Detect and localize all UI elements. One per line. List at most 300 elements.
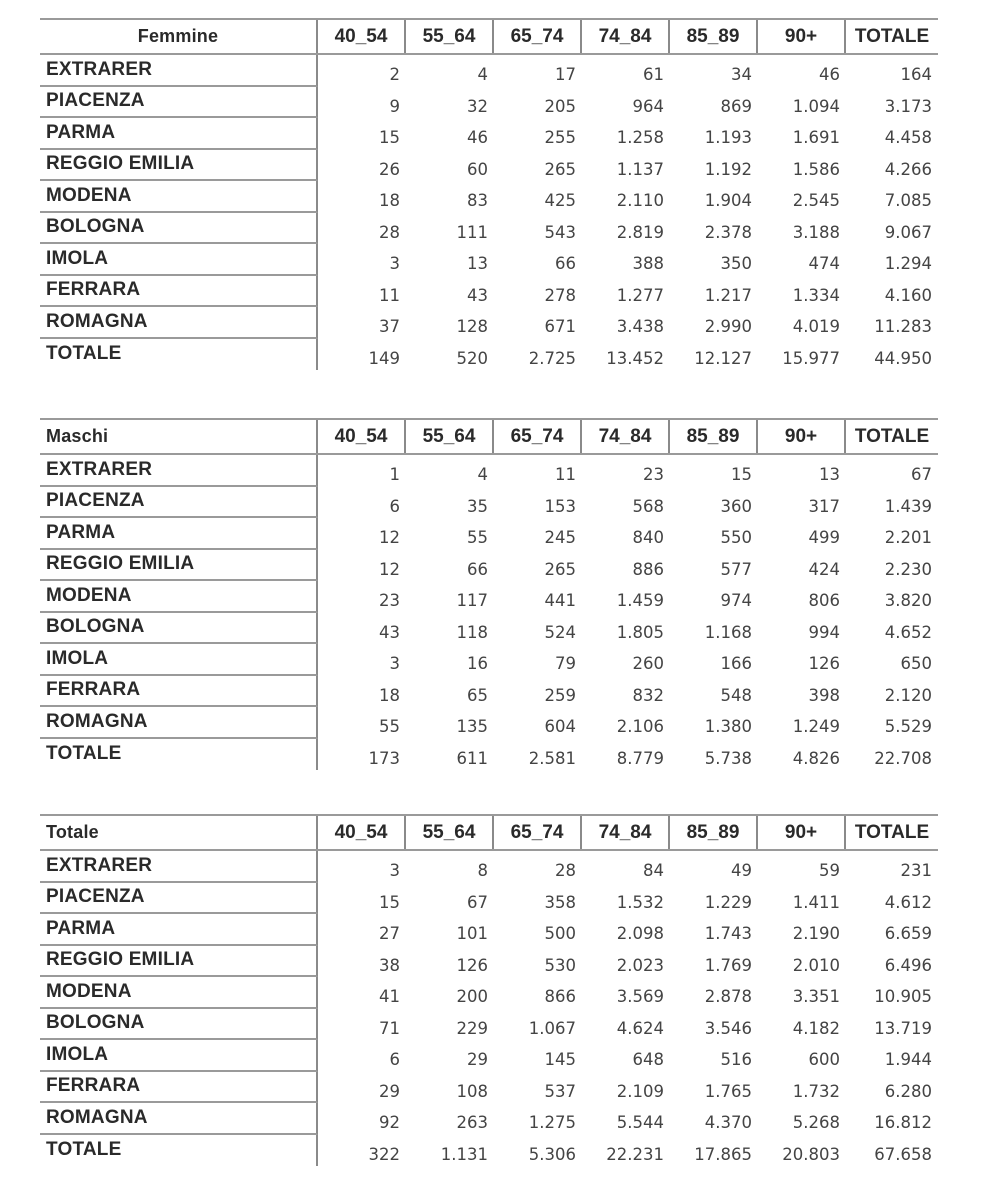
table-cell: 49 [731, 861, 752, 881]
table-cell: 4 [477, 465, 488, 485]
table-cell: 6.280 [884, 1081, 932, 1101]
table-cell: 4.370 [704, 1113, 752, 1133]
table-cell: 278 [544, 285, 576, 305]
table-cell: 1.586 [792, 159, 840, 179]
table-cell: 964 [632, 96, 664, 116]
table-cell: 28 [379, 222, 400, 242]
table-cell: 26 [379, 159, 400, 179]
table-cell: 37 [379, 317, 400, 337]
column-header: 85_89 [670, 816, 758, 849]
table-cell: 4 [477, 65, 488, 85]
column-header: 74_84 [582, 420, 670, 453]
table-cell: 43 [379, 622, 400, 642]
table-row [40, 977, 938, 1009]
column-header: TOTALE [854, 821, 930, 843]
table-cell: 886 [632, 559, 664, 579]
table-row [40, 550, 938, 582]
table-cell: 1.380 [704, 717, 752, 737]
table-cell: 398 [808, 685, 840, 705]
table-cell: 4.652 [884, 622, 932, 642]
table-cell: 2.725 [528, 348, 576, 368]
table-cell: 27 [379, 924, 400, 944]
row-label: PIACENZA [40, 487, 318, 519]
table-cell: 358 [544, 892, 576, 912]
table-cell: 2.878 [704, 987, 752, 1007]
table-cell: 153 [544, 496, 576, 516]
table-title: Maschi [40, 420, 318, 453]
table-cell: 5.268 [792, 1113, 840, 1133]
table-cell: 2.378 [704, 222, 752, 242]
table-cell: 4.266 [884, 159, 932, 179]
table-cell: 524 [544, 622, 576, 642]
table-cell: 1.732 [792, 1081, 840, 1101]
table-cell: 516 [720, 1050, 752, 1070]
table-cell: 10.905 [874, 987, 932, 1007]
column-header: TOTALE [854, 425, 930, 447]
table-cell: 499 [808, 528, 840, 548]
table-cell: 869 [720, 96, 752, 116]
table-cell: 44.950 [874, 348, 932, 368]
table-cell: 1.334 [792, 285, 840, 305]
table-cell: 13.452 [606, 348, 664, 368]
row-label: IMOLA [40, 1040, 318, 1072]
table-cell: 9.067 [884, 222, 932, 242]
table-cell: 322 [368, 1144, 400, 1164]
table-cell: 2.106 [616, 717, 664, 737]
table-row [40, 55, 938, 87]
table-cell: 43 [467, 285, 488, 305]
table-cell: 2.120 [884, 685, 932, 705]
table-cell: 2.098 [616, 924, 664, 944]
table-cell: 145 [544, 1050, 576, 1070]
table-cell: 4.612 [884, 892, 932, 912]
table-cell: 1.229 [704, 892, 752, 912]
table-row [40, 613, 938, 645]
table-row [40, 1009, 938, 1041]
table-cell: 17.865 [694, 1144, 752, 1164]
table-cell: 4.019 [792, 317, 840, 337]
table-cell: 1.532 [616, 892, 664, 912]
row-label: PARMA [40, 914, 318, 946]
table-row [40, 707, 938, 739]
table-cell: 2 [389, 65, 400, 85]
table-row [40, 946, 938, 978]
table-cell: 2.230 [884, 559, 932, 579]
table-cell: 2.190 [792, 924, 840, 944]
column-header: 40_54 [318, 816, 406, 849]
table-cell: 38 [379, 955, 400, 975]
table-cell: 9 [389, 96, 400, 116]
table-cell: 3 [389, 861, 400, 881]
table-cell: 1.294 [884, 254, 932, 274]
table-cell: 3.351 [792, 987, 840, 1007]
table-row [40, 150, 938, 182]
row-label: REGGIO EMILIA [40, 550, 318, 582]
table-cell: 92 [379, 1113, 400, 1133]
table-cell: 832 [632, 685, 664, 705]
table-cell: 13 [819, 465, 840, 485]
row-label: EXTRARER [40, 55, 318, 87]
table-cell: 263 [456, 1113, 488, 1133]
table-cell: 3 [389, 254, 400, 274]
table-cell: 1.249 [792, 717, 840, 737]
table-cell: 424 [808, 559, 840, 579]
row-label: TOTALE [40, 1135, 318, 1167]
table-cell: 1.258 [616, 128, 664, 148]
table-row [40, 244, 938, 276]
row-label: TOTALE [40, 739, 318, 771]
table-cell: 1 [389, 465, 400, 485]
table-cell: 2.581 [528, 748, 576, 768]
table-cell: 3.569 [616, 987, 664, 1007]
table-cell: 1.459 [616, 591, 664, 611]
table-cell: 520 [456, 348, 488, 368]
table-cell: 840 [632, 528, 664, 548]
table-cell: 8.779 [616, 748, 664, 768]
table-cell: 41 [379, 987, 400, 1007]
table-cell: 3.820 [884, 591, 932, 611]
table-cell: 2.819 [616, 222, 664, 242]
table-cell: 67 [467, 892, 488, 912]
table-cell: 441 [544, 591, 576, 611]
table-cell: 84 [643, 861, 664, 881]
table-row [40, 276, 938, 308]
table-cell: 3 [389, 654, 400, 674]
table-cell: 108 [456, 1081, 488, 1101]
table-row [40, 455, 938, 487]
table-cell: 1.193 [704, 128, 752, 148]
row-label: TOTALE [40, 339, 318, 371]
table-cell: 32 [467, 96, 488, 116]
table-cell: 61 [643, 65, 664, 85]
table-cell: 2.990 [704, 317, 752, 337]
table-cell: 79 [555, 654, 576, 674]
row-label: BOLOGNA [40, 213, 318, 245]
column-header: 74_84 [582, 816, 670, 849]
table-cell: 1.277 [616, 285, 664, 305]
table-cell: 66 [467, 559, 488, 579]
table-title: Femmine [40, 20, 318, 53]
table-cell: 474 [808, 254, 840, 274]
table-cell: 71 [379, 1018, 400, 1038]
table-cell: 59 [819, 861, 840, 881]
table-cell: 22.708 [874, 748, 932, 768]
table-cell: 600 [808, 1050, 840, 1070]
table-cell: 16 [467, 654, 488, 674]
table-row [40, 1040, 938, 1072]
row-label: BOLOGNA [40, 613, 318, 645]
row-label: MODENA [40, 181, 318, 213]
table-header-row [40, 418, 938, 455]
table-cell: 4.182 [792, 1018, 840, 1038]
table-cell: 4.458 [884, 128, 932, 148]
table-cell: 2.545 [792, 191, 840, 211]
table-cell: 164 [900, 65, 932, 85]
table-cell: 650 [900, 654, 932, 674]
table-cell: 1.094 [792, 96, 840, 116]
table-cell: 6.496 [884, 955, 932, 975]
column-header: 90+ [758, 816, 846, 849]
table-totale [40, 814, 938, 1166]
table-cell: 6 [389, 496, 400, 516]
table-cell: 1.743 [704, 924, 752, 944]
table-row [40, 87, 938, 119]
table-cell: 200 [456, 987, 488, 1007]
table-cell: 550 [720, 528, 752, 548]
row-label: FERRARA [40, 676, 318, 708]
row-label: IMOLA [40, 644, 318, 676]
row-label: BOLOGNA [40, 1009, 318, 1041]
table-cell: 126 [456, 955, 488, 975]
table-row [40, 1072, 938, 1104]
table-cell: 166 [720, 654, 752, 674]
table-cell: 2.023 [616, 955, 664, 975]
row-label: REGGIO EMILIA [40, 150, 318, 182]
table-row [40, 339, 938, 371]
table-cell: 12 [379, 559, 400, 579]
table-cell: 3.188 [792, 222, 840, 242]
table-row [40, 181, 938, 213]
table-femmine [40, 18, 938, 370]
table-cell: 577 [720, 559, 752, 579]
table-row [40, 518, 938, 550]
row-label: FERRARA [40, 276, 318, 308]
table-cell: 111 [456, 222, 488, 242]
table-cell: 1.411 [792, 892, 840, 912]
table-cell: 974 [720, 591, 752, 611]
table-cell: 265 [544, 559, 576, 579]
table-cell: 2.109 [616, 1081, 664, 1101]
column-header: 85_89 [670, 20, 758, 53]
table-cell: 425 [544, 191, 576, 211]
table-cell: 317 [808, 496, 840, 516]
table-cell: 229 [456, 1018, 488, 1038]
table-cell: 126 [808, 654, 840, 674]
table-cell: 5.544 [616, 1113, 664, 1133]
table-cell: 360 [720, 496, 752, 516]
table-cell: 259 [544, 685, 576, 705]
table-cell: 1.067 [528, 1018, 576, 1038]
column-header: 74_84 [582, 20, 670, 53]
table-cell: 4.160 [884, 285, 932, 305]
column-header: 55_64 [406, 816, 494, 849]
table-cell: 29 [467, 1050, 488, 1070]
table-cell: 20.803 [782, 1144, 840, 1164]
table-cell: 5.738 [704, 748, 752, 768]
table-cell: 2.201 [884, 528, 932, 548]
table-cell: 60 [467, 159, 488, 179]
table-cell: 1.275 [528, 1113, 576, 1133]
table-cell: 35 [467, 496, 488, 516]
row-label: PARMA [40, 118, 318, 150]
table-cell: 2.010 [792, 955, 840, 975]
table-row [40, 883, 938, 915]
table-header-row [40, 18, 938, 55]
column-header: 85_89 [670, 420, 758, 453]
table-cell: 543 [544, 222, 576, 242]
table-cell: 1.217 [704, 285, 752, 305]
table-cell: 15 [379, 892, 400, 912]
table-cell: 128 [456, 317, 488, 337]
table-cell: 5.529 [884, 717, 932, 737]
table-cell: 350 [720, 254, 752, 274]
table-cell: 2.110 [616, 191, 664, 211]
column-header: 40_54 [318, 420, 406, 453]
row-label: REGGIO EMILIA [40, 946, 318, 978]
column-header: 90+ [758, 420, 846, 453]
table-cell: 568 [632, 496, 664, 516]
table-cell: 604 [544, 717, 576, 737]
table-cell: 205 [544, 96, 576, 116]
table-cell: 1.769 [704, 955, 752, 975]
table-cell: 65 [467, 685, 488, 705]
table-cell: 537 [544, 1081, 576, 1101]
row-label: IMOLA [40, 244, 318, 276]
table-cell: 16.812 [874, 1113, 932, 1133]
row-label: ROMAGNA [40, 707, 318, 739]
table-cell: 1.137 [616, 159, 664, 179]
table-title: Totale [40, 816, 318, 849]
table-cell: 1.439 [884, 496, 932, 516]
table-cell: 13.719 [874, 1018, 932, 1038]
table-row [40, 851, 938, 883]
table-cell: 17 [555, 65, 576, 85]
table-cell: 12.127 [694, 348, 752, 368]
table-cell: 173 [368, 748, 400, 768]
row-label: PIACENZA [40, 883, 318, 915]
table-row [40, 307, 938, 339]
column-header: TOTALE [854, 25, 930, 47]
table-cell: 28 [555, 861, 576, 881]
table-cell: 23 [379, 591, 400, 611]
table-cell: 1.944 [884, 1050, 932, 1070]
row-label: EXTRARER [40, 851, 318, 883]
table-cell: 530 [544, 955, 576, 975]
row-label: FERRARA [40, 1072, 318, 1104]
column-header: 40_54 [318, 20, 406, 53]
table-cell: 4.624 [616, 1018, 664, 1038]
row-label: MODENA [40, 977, 318, 1009]
table-cell: 500 [544, 924, 576, 944]
table-cell: 4.826 [792, 748, 840, 768]
row-label: PIACENZA [40, 87, 318, 119]
column-header: 65_74 [494, 420, 582, 453]
table-cell: 1.691 [792, 128, 840, 148]
table-cell: 6 [389, 1050, 400, 1070]
table-cell: 255 [544, 128, 576, 148]
table-cell: 23 [643, 465, 664, 485]
table-cell: 1.805 [616, 622, 664, 642]
table-cell: 611 [456, 748, 488, 768]
table-row [40, 213, 938, 245]
table-cell: 3.546 [704, 1018, 752, 1038]
table-cell: 548 [720, 685, 752, 705]
table-cell: 994 [808, 622, 840, 642]
table-cell: 66 [555, 254, 576, 274]
table-header-row [40, 814, 938, 851]
table-cell: 265 [544, 159, 576, 179]
table-cell: 1.765 [704, 1081, 752, 1101]
table-cell: 149 [368, 348, 400, 368]
table-row [40, 676, 938, 708]
table-cell: 11 [555, 465, 576, 485]
table-cell: 806 [808, 591, 840, 611]
table-cell: 1.904 [704, 191, 752, 211]
table-cell: 1.168 [704, 622, 752, 642]
table-cell: 6.659 [884, 924, 932, 944]
column-header: 90+ [758, 20, 846, 53]
table-cell: 15.977 [782, 348, 840, 368]
table-row [40, 1103, 938, 1135]
row-label: ROMAGNA [40, 307, 318, 339]
column-header: 55_64 [406, 20, 494, 53]
table-cell: 117 [456, 591, 488, 611]
table-cell: 12 [379, 528, 400, 548]
table-cell: 83 [467, 191, 488, 211]
row-label: MODENA [40, 581, 318, 613]
table-cell: 67.658 [874, 1144, 932, 1164]
table-cell: 231 [900, 861, 932, 881]
table-cell: 388 [632, 254, 664, 274]
table-row [40, 644, 938, 676]
table-cell: 1.192 [704, 159, 752, 179]
table-cell: 67 [911, 465, 932, 485]
table-cell: 11 [379, 285, 400, 305]
table-row [40, 914, 938, 946]
table-cell: 1.131 [440, 1144, 488, 1164]
row-label: PARMA [40, 518, 318, 550]
table-row [40, 739, 938, 771]
table-cell: 46 [819, 65, 840, 85]
table-row [40, 581, 938, 613]
table-row [40, 1135, 938, 1167]
table-cell: 118 [456, 622, 488, 642]
table-row [40, 118, 938, 150]
table-cell: 55 [467, 528, 488, 548]
table-cell: 29 [379, 1081, 400, 1101]
table-cell: 101 [456, 924, 488, 944]
table-cell: 245 [544, 528, 576, 548]
table-cell: 7.085 [884, 191, 932, 211]
column-header: 55_64 [406, 420, 494, 453]
table-cell: 15 [379, 128, 400, 148]
table-cell: 671 [544, 317, 576, 337]
table-cell: 15 [731, 465, 752, 485]
table-cell: 135 [456, 717, 488, 737]
table-cell: 5.306 [528, 1144, 576, 1164]
table-cell: 13 [467, 254, 488, 274]
table-cell: 8 [477, 861, 488, 881]
table-cell: 34 [731, 65, 752, 85]
table-cell: 11.283 [874, 317, 932, 337]
column-header: 65_74 [494, 20, 582, 53]
table-cell: 3.438 [616, 317, 664, 337]
table-cell: 22.231 [606, 1144, 664, 1164]
table-cell: 648 [632, 1050, 664, 1070]
row-label: ROMAGNA [40, 1103, 318, 1135]
table-maschi [40, 418, 938, 770]
table-cell: 18 [379, 685, 400, 705]
column-header: 65_74 [494, 816, 582, 849]
table-cell: 55 [379, 717, 400, 737]
table-cell: 3.173 [884, 96, 932, 116]
table-cell: 18 [379, 191, 400, 211]
table-row [40, 487, 938, 519]
table-cell: 260 [632, 654, 664, 674]
row-label: EXTRARER [40, 455, 318, 487]
table-cell: 866 [544, 987, 576, 1007]
table-cell: 46 [467, 128, 488, 148]
